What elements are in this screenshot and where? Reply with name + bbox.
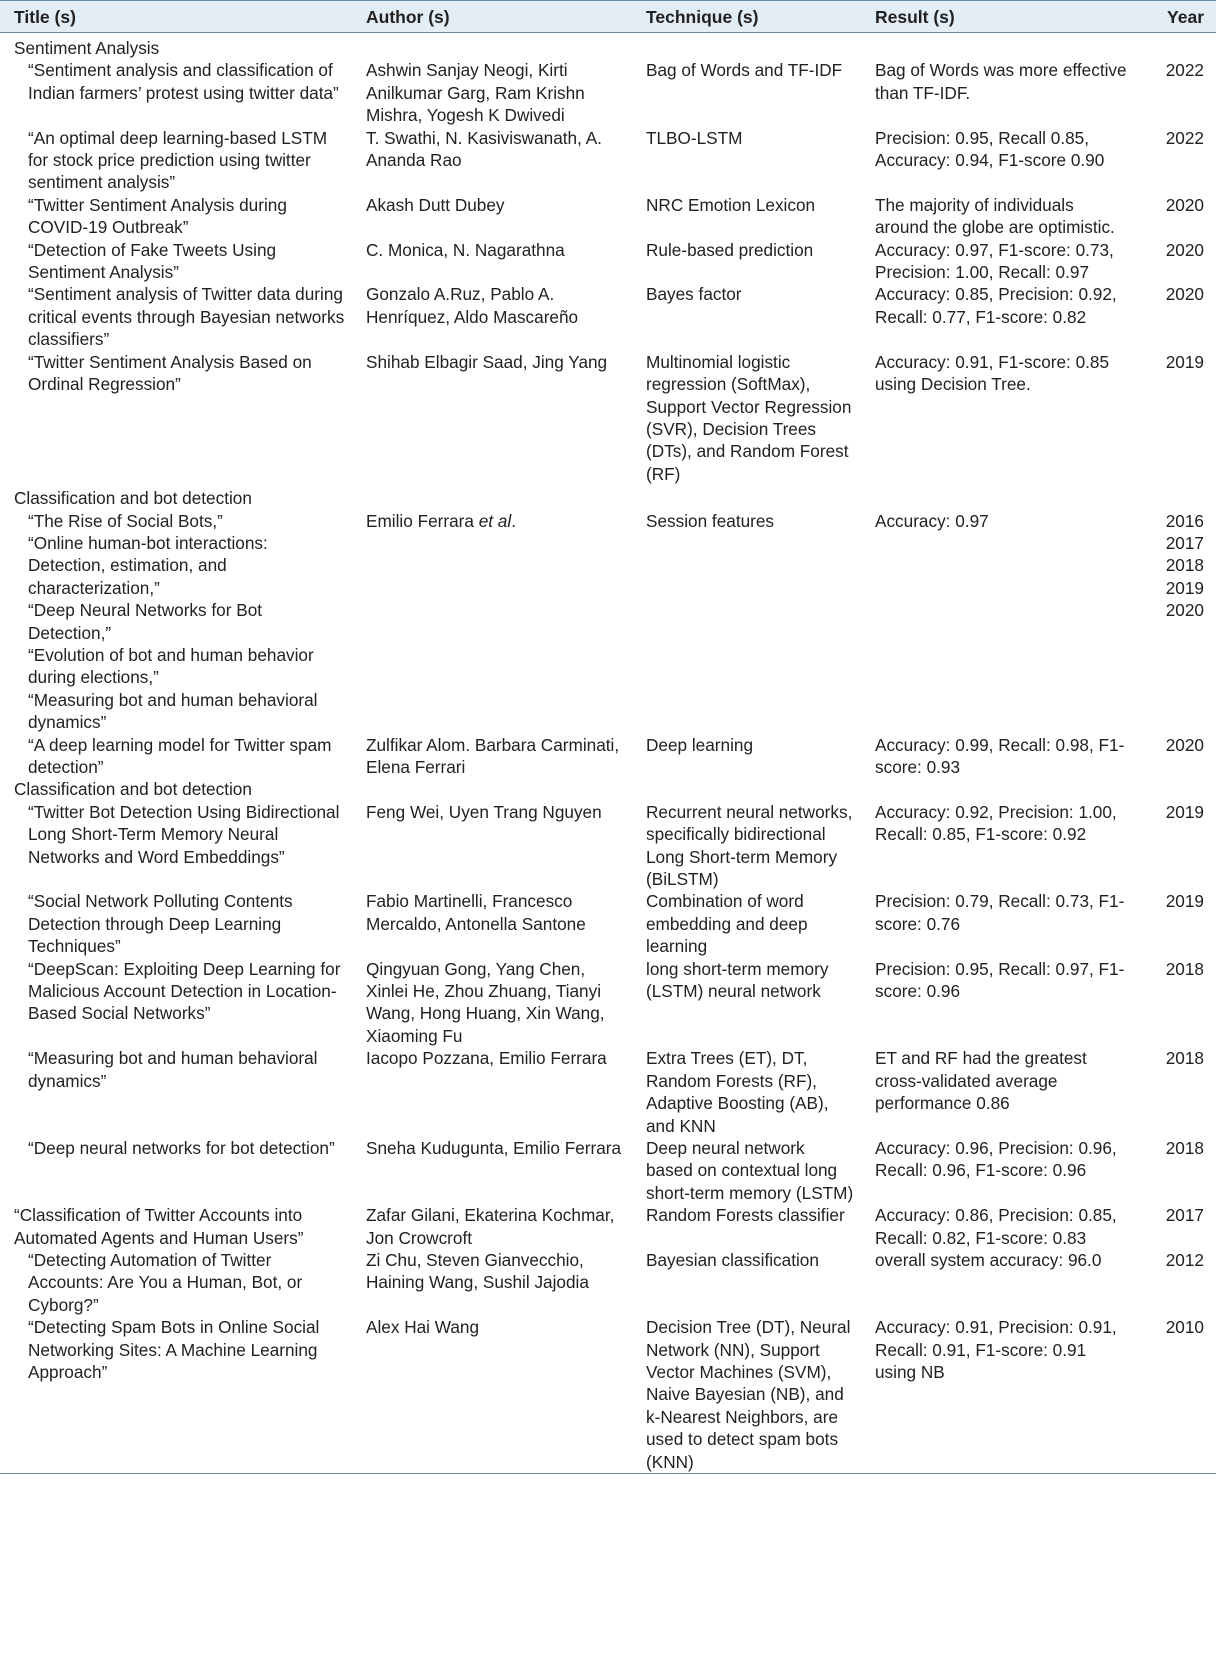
cell-result: Bag of Words was more effective than TF-IDF. [875, 60, 1127, 103]
cell-author: Iacopo Pozzana, Emilio Ferrara [366, 1048, 607, 1069]
header-title: Title (s) [0, 1, 352, 33]
table-row [0, 1047, 1216, 1137]
cell-title-group [0, 510, 352, 734]
cell-author: Sneha Kudugunta, Emilio Ferrara [366, 1137, 622, 1158]
table-row [0, 283, 1216, 350]
cell-result: Accuracy: 0.92, Precision: 1.00, Recall: 0.85, F1-score: 0.92 [875, 801, 1117, 845]
table-row [0, 59, 1216, 126]
cell-technique: NRC Emotion Lexicon [646, 194, 816, 215]
table-header-row [0, 1, 1216, 33]
cell-title: “Deep neural networks for bot detection” [28, 1137, 335, 1158]
table-row [0, 958, 1216, 1048]
table-row [0, 351, 1216, 485]
cell-title: “The Rise of Social Bots,” [28, 510, 223, 531]
cell-title: “Sentiment analysis and classification of Indian farmers’ protest using twitter data” [28, 60, 339, 103]
cell-result: Accuracy: 0.91, F1-score: 0.85 using Decision Tree. [875, 351, 1110, 395]
cell-year: 2018 [1165, 958, 1204, 979]
cell-title: “Twitter Bot Detection Using Bidirectional Long Short-Term Memory Neural Networks and Word Embeddings” [28, 801, 340, 867]
cell-author: Qingyuan Gong, Yang Chen, Xinlei He, Zhou Zhuang, Tianyi Wang, Hong Huang, Xin Wang, Xiaoming Fu [366, 958, 605, 1046]
table-row [0, 734, 1216, 779]
section-label: Classification and bot detection [14, 779, 252, 800]
cell-author: Zi Chu, Steven Gianvecchio, Haining Wang, Sushil Jajodia [366, 1249, 589, 1293]
cell-technique: long short-term memory (LSTM) neural network [646, 958, 829, 1002]
table-row [0, 1137, 1216, 1204]
cell-result: Precision: 0.95, Recall 0.85, Accuracy: 0.94, F1-score 0.90 [875, 127, 1105, 171]
cell-technique: Decision Tree (DT), Neural Network (NN), Support Vector Machines (SVM), Naive Bayesian (NB), and k-Nearest Neighbors, are used to detect spam bots (KNN) [632, 1316, 861, 1473]
cell-author: Akash Dutt Dubey [366, 194, 505, 215]
cell-technique: Bag of Words and TF-IDF [646, 60, 843, 81]
cell-title: “Detection of Fake Tweets Using Sentiment Analysis” [28, 239, 277, 283]
cell-year: 2018 [1165, 1048, 1204, 1069]
cell-technique: TLBO-LSTM [646, 127, 743, 148]
cell-year: 2018 [1165, 1137, 1204, 1158]
cell-year: 2022 [1165, 60, 1204, 81]
cell-title: “An optimal deep learning-based LSTM for stock price prediction using twitter sentiment analysis” [28, 127, 328, 193]
section-label: Classification and bot detection [14, 488, 252, 509]
cell-year: 2017 [1165, 1205, 1204, 1226]
cell-author: Ashwin Sanjay Neogi, Kirti Anilkumar Garg, Ram Krishn Mishra, Yogesh K Dwivedi [366, 60, 585, 126]
cell-technique: Extra Trees (ET), DT, Random Forests (RF), Adaptive Boosting (AB), and KNN [646, 1048, 829, 1136]
table-row [0, 1249, 1216, 1316]
cell-title: “Evolution of bot and human behavior during elections,” [28, 644, 314, 688]
cell-title: “Classification of Twitter Accounts into Automated Agents and Human Users” [14, 1205, 304, 1248]
cell-author: Fabio Martinelli, Francesco Mercaldo, Antonella Santone [366, 891, 586, 934]
cell-technique: Random Forests classifier [646, 1205, 845, 1226]
cell-technique: Bayesian classification [646, 1249, 819, 1270]
header-year: Year [1136, 1, 1216, 33]
cell-year: 2016 [1165, 510, 1204, 531]
cell-title: “Social Network Polluting Contents Detection through Deep Learning Techniques” [28, 891, 293, 957]
header-technique: Technique (s) [632, 1, 861, 33]
cell-year: 2020 [1165, 239, 1204, 260]
cell-result: Accuracy: 0.97, F1-score: 0.73, Precision: 1.00, Recall: 0.97 [875, 239, 1114, 283]
cell-year-group [1136, 510, 1216, 734]
table-row [0, 239, 1216, 284]
cell-year: 2020 [1165, 734, 1204, 755]
cell-title: “Measuring bot and human behavioral dynamics” [28, 1048, 318, 1091]
cell-title: “DeepScan: Exploiting Deep Learning for Malicious Account Detection in Location-Based Social Networks” [28, 958, 341, 1024]
cell-technique: Deep learning [646, 734, 754, 755]
cell-author: Feng Wei, Uyen Trang Nguyen [366, 801, 602, 822]
cell-result: ET and RF had the greatest cross-validated average performance 0.86 [875, 1048, 1087, 1114]
cell-title: “A deep learning model for Twitter spam detection” [28, 734, 332, 777]
cell-result: Precision: 0.95, Recall: 0.97, F1-score: 0.96 [875, 958, 1125, 1002]
cell-technique: Combination of word embedding and deep learning [646, 891, 808, 957]
cell-year: 2022 [1165, 127, 1204, 148]
cell-author: T. Swathi, N. Kasiviswanath, A. Ananda Rao [366, 127, 602, 171]
table-row [0, 1204, 1216, 1249]
section-row [0, 33, 1216, 60]
cell-technique: Recurrent neural networks, specifically bidirectional Long Short-term Memory (BiLSTM) [646, 801, 853, 890]
cell-result: Accuracy: 0.99, Recall: 0.98, F1-score: 0.93 [875, 734, 1125, 777]
table-row [0, 801, 1216, 891]
cell-author: Zulfikar Alom. Barbara Carminati, Elena Ferrari [366, 734, 620, 777]
cell-author: Alex Hai Wang [352, 1316, 632, 1473]
cell-title: “Twitter Sentiment Analysis during COVID-19 Outbreak” [28, 194, 287, 238]
section-row [0, 485, 1216, 509]
cell-technique: Rule-based prediction [646, 239, 814, 260]
cell-author: Gonzalo A.Ruz, Pablo A. Henríquez, Aldo Mascareño [366, 284, 579, 327]
cell-title: “Deep Neural Networks for Bot Detection,” [28, 600, 263, 643]
cell-result: Accuracy: 0.91, Precision: 0.91, Recall: 0.91, F1-score: 0.91 using NB [861, 1316, 1136, 1473]
cell-technique: Multinomial logistic regression (SoftMax), Support Vector Regression (SVR), Decision Trees (DTs), and Random Forest (RF) [646, 351, 852, 484]
cell-title: “Twitter Sentiment Analysis Based on Ordinal Regression” [28, 351, 312, 395]
cell-year: 2020 [1165, 284, 1204, 305]
cell-year: 2012 [1165, 1249, 1204, 1270]
cell-title: “Detecting Automation of Twitter Accounts: Are You a Human, Bot, or Cyborg?” [28, 1249, 303, 1315]
cell-result: Accuracy: 0.86, Precision: 0.85, Recall: 0.82, F1-score: 0.83 [875, 1205, 1117, 1248]
cell-author: Shihab Elbagir Saad, Jing Yang [366, 351, 608, 372]
table-row [0, 127, 1216, 194]
section-label: Sentiment Analysis [14, 38, 160, 58]
table-row [0, 194, 1216, 239]
cell-result: Accuracy: 0.85, Precision: 0.92, Recall: 0.77, F1-score: 0.82 [875, 284, 1117, 327]
cell-title: “Detecting Spam Bots in Online Social Networking Sites: A Machine Learning Approach” [0, 1316, 352, 1473]
cell-title: “Sentiment analysis of Twitter data during critical events through Bayesian networks classifiers” [28, 284, 345, 350]
cell-author [352, 510, 632, 734]
cell-year: 2020 [1165, 600, 1204, 621]
header-result: Result (s) [861, 1, 1136, 33]
cell-year: 2018 [1165, 555, 1204, 576]
cell-year: 2019 [1165, 351, 1204, 372]
table-row [0, 510, 1216, 734]
cell-year: 2017 [1165, 532, 1204, 553]
cell-title: “Measuring bot and human behavioral dynamics” [28, 689, 318, 733]
cell-result: overall system accuracy: 96.0 [875, 1249, 1102, 1270]
cell-result: Accuracy: 0.97 [875, 510, 989, 531]
cell-author: Zafar Gilani, Ekaterina Kochmar, Jon Crowcroft [366, 1205, 615, 1248]
header-author: Author (s) [352, 1, 632, 33]
cell-author: C. Monica, N. Nagarathna [366, 239, 565, 260]
cell-result: Precision: 0.79, Recall: 0.73, F1-score: 0.76 [875, 891, 1125, 934]
author-name: Emilio Ferrara [366, 510, 474, 531]
cell-year: 2010 [1136, 1316, 1216, 1473]
cell-title: “Online human-bot interactions: Detection, estimation, and characterization,” [28, 532, 268, 598]
author-period: . [511, 510, 516, 531]
cell-technique: Bayes factor [646, 284, 742, 305]
cell-result: Accuracy: 0.96, Precision: 0.96, Recall: 0.96, F1-score: 0.96 [875, 1137, 1117, 1181]
section-row [0, 778, 1216, 800]
table-row [0, 890, 1216, 957]
cell-year: 2019 [1165, 801, 1204, 822]
cell-technique: Deep neural network based on contextual long short-term memory (LSTM) [646, 1137, 854, 1203]
author-et-al: et al [478, 510, 512, 531]
cell-technique: Session features [646, 510, 775, 531]
cell-year: 2019 [1165, 891, 1204, 912]
table-row [0, 1316, 1216, 1473]
cell-result: The majority of individuals around the globe are optimistic. [875, 194, 1115, 238]
cell-year: 2019 [1165, 577, 1204, 598]
cell-year: 2020 [1165, 194, 1204, 215]
